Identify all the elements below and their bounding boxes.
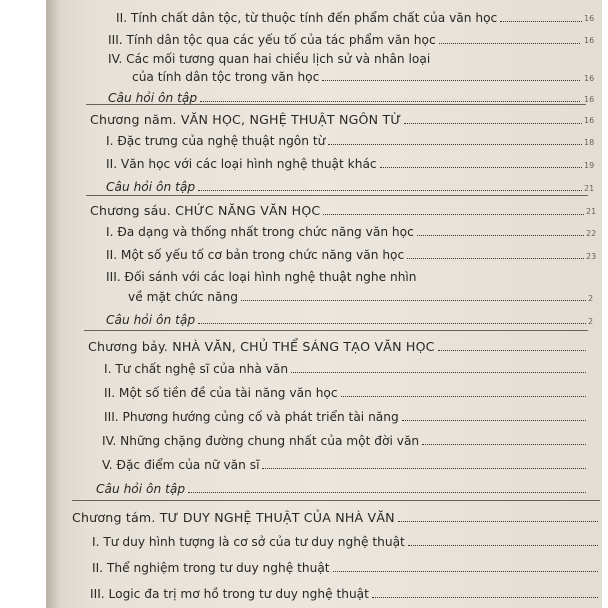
toc-entry-text: III. Tính dân tộc qua các yếu tố của tác phẩm văn học: [108, 33, 436, 47]
review-questions-entry: [96, 482, 588, 496]
toc-entry-text: II. Văn học với các loại hình nghệ thuật khác: [106, 157, 377, 171]
dot-leader: [380, 166, 582, 168]
toc-entry-text: Câu hỏi ôn tập: [106, 313, 196, 327]
toc-entry-text: II. Một số tiền đề của tài năng văn học: [104, 386, 338, 400]
dot-leader: [422, 443, 586, 445]
chapter-heading: [72, 510, 600, 525]
toc-entry-text: II. Tính chất dân tộc, từ thuộc tính đến phẩm chất của văn học: [116, 11, 498, 25]
toc-entry-text: Chương tám. TƯ DUY NGHỆ THUẬT CỦA NHÀ VĂN: [72, 510, 395, 525]
chapter-heading: [90, 112, 584, 127]
toc-entry: [104, 362, 588, 376]
review-questions-entry: [106, 180, 584, 194]
toc-entry-text: II. Một số yếu tố cơ bản trong chức năng văn học: [106, 248, 405, 262]
dot-leader: [323, 213, 584, 215]
toc-entry: [104, 410, 588, 424]
toc-entry-text: III. Đối sánh với các loại hình nghệ thuật nghe nhìn: [106, 270, 417, 284]
toc-entry-text: V. Đặc điểm của nữ văn sĩ: [102, 458, 260, 472]
toc-entry: [106, 157, 584, 171]
dot-leader: [188, 491, 586, 493]
toc-entry-text: của tính dân tộc trong văn học: [132, 70, 320, 84]
toc-entry: [106, 225, 586, 239]
page-number: 23: [586, 252, 597, 261]
dot-leader: [198, 189, 582, 191]
chapter-heading: [88, 339, 588, 354]
page-number: 16: [584, 14, 595, 23]
toc-entry-text: Chương sáu. CHỨC NĂNG VĂN HỌC: [90, 203, 321, 218]
dot-leader: [200, 100, 580, 102]
toc-entry: [132, 70, 582, 84]
section-divider: [86, 195, 588, 196]
dot-leader: [322, 79, 580, 81]
dot-leader: [372, 596, 598, 598]
section-divider: [84, 330, 588, 331]
page-number: 2: [588, 294, 594, 303]
toc-entry-text: Câu hỏi ôn tập: [108, 91, 198, 105]
page-number: 21: [584, 184, 595, 193]
dot-leader: [417, 234, 584, 236]
review-questions-entry: [106, 313, 588, 327]
toc-entry-text: I. Tư chất nghệ sĩ của nhà văn: [104, 362, 289, 376]
review-questions-entry: [108, 91, 582, 105]
toc-entry: [106, 248, 586, 262]
chapter-heading: [90, 203, 586, 218]
toc-entry-text: I. Đặc trưng của nghệ thuật ngôn từ: [106, 134, 326, 148]
section-divider: [72, 500, 600, 501]
dot-leader: [407, 257, 584, 259]
toc-entry: [116, 11, 584, 25]
toc-entry: [104, 386, 588, 400]
toc-entry-text: I. Đa dạng và thống nhất trong chức năng văn học: [106, 225, 414, 239]
toc-entry: [106, 270, 546, 284]
dot-leader: [333, 570, 598, 572]
toc-entry-text: về mặt chức năng: [128, 290, 238, 304]
dot-leader: [439, 42, 580, 44]
page-number: 16: [584, 74, 595, 83]
page-number: 22: [586, 229, 597, 238]
toc-entry: [92, 535, 600, 549]
page-number: 16: [584, 116, 595, 125]
page-number: 16: [584, 36, 595, 45]
dot-leader: [341, 395, 586, 397]
dot-leader: [328, 143, 582, 145]
toc-entry: [106, 134, 584, 148]
dot-leader: [404, 122, 582, 124]
toc-entry: [102, 434, 588, 448]
toc-entry-text: IV. Các mối tương quan hai chiều lịch sử và nhân loại: [108, 52, 431, 66]
toc-entry-text: Chương năm. VĂN HỌC, NGHỆ THUẬT NGÔN TỪ: [90, 112, 402, 127]
toc-entry: [90, 587, 600, 601]
dot-leader: [262, 467, 586, 469]
dot-leader: [438, 349, 586, 351]
toc-entry-text: Chương bảy. NHÀ VĂN, CHỦ THỂ SÁNG TẠO VĂN HỌC: [88, 339, 435, 354]
page-number: 19: [584, 161, 595, 170]
toc-entry-text: IV. Những chặng đường chung nhất của một đời văn: [102, 434, 420, 448]
dot-leader: [398, 520, 598, 522]
dot-leader: [198, 322, 586, 324]
toc-entry: [108, 33, 582, 47]
page-number: 18: [584, 138, 595, 147]
toc-entry-text: III. Logic đa trị mơ hồ trong tư duy nghệ thuật: [90, 587, 369, 601]
dot-leader: [241, 299, 586, 301]
toc-entry-text: I. Tư duy hình tượng là cơ sở của tư duy nghệ thuật: [92, 535, 405, 549]
dot-leader: [402, 419, 586, 421]
toc-entry-text: Câu hỏi ôn tập: [96, 482, 186, 496]
dot-leader: [500, 20, 582, 22]
page-number: 21: [586, 207, 597, 216]
toc-entry: [102, 458, 588, 472]
page-number: 16: [584, 95, 595, 104]
toc-entry-text: III. Phương hướng củng cố và phát triển tài năng: [104, 410, 399, 424]
toc-entry-text: II. Thể nghiệm trong tư duy nghệ thuật: [92, 561, 330, 575]
toc-entry: [108, 52, 568, 66]
dot-leader: [291, 371, 586, 373]
dot-leader: [408, 544, 598, 546]
toc-entry-text: Câu hỏi ôn tập: [106, 180, 196, 194]
page-number: 2: [588, 317, 594, 326]
toc-entry: [92, 561, 600, 575]
toc-entry: [128, 290, 588, 304]
